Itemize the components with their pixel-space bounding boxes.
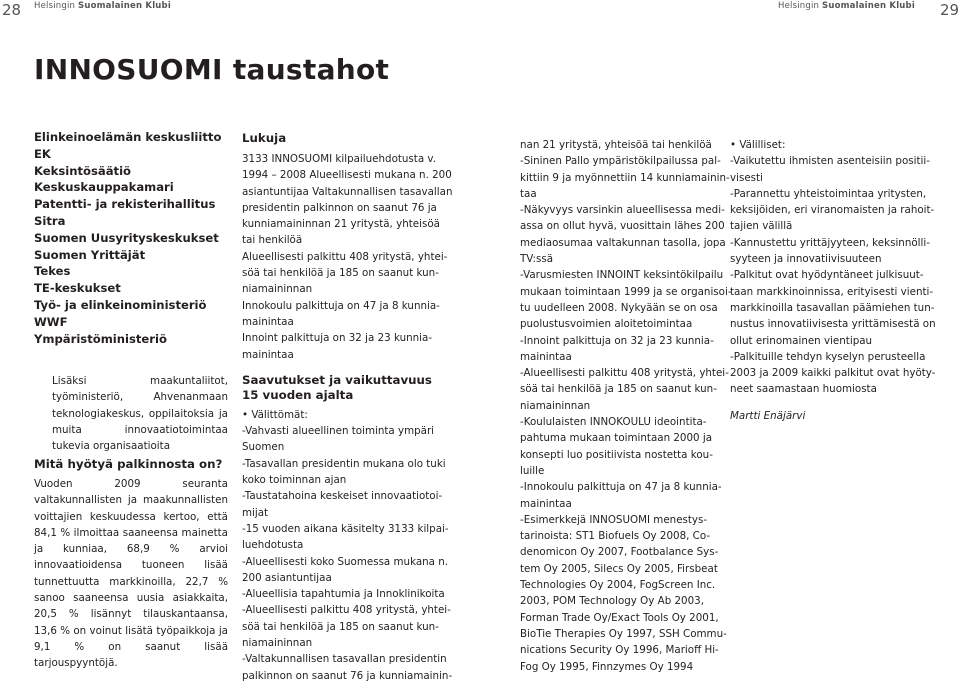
benefit-text: Vuoden 2009 seuranta valtakunnallisten ja maakunnallisten voittajien keskuudessa kertoo, että 84,1 % ilmoittaa saaneensa mainetta ja kunniaa, 68,9 % arvioi innovaatioidensa tuoneen lisää tunnettuutta markkinoilla, 22,7 % sanoo saaneensa uusia asiakkaita, 20,5 % lisännyt tilauskantaansa, 13,6 % on voinut lisätä työpaikkoja ja 9,1 % on saanut lisää tarjouspyyntöjä.: [34, 478, 228, 670]
saavutukset-heading-line-1: Saavutukset ja vaikuttavuus: [242, 372, 432, 387]
text-line: Suomen: [242, 441, 285, 454]
benefit-heading: Mitä hyötyä palkinnosta on?: [34, 457, 223, 471]
text-line: 1994 – 2008 Alueellisesti mukana n. 200: [242, 169, 452, 182]
text-line: mediaosumaa valtakunnan tasolla, jopa: [520, 236, 726, 249]
text-line: -Kannustettu yrittäjyyteen, keksinnölli-: [730, 236, 930, 249]
club-name-light: Helsingin: [778, 1, 820, 11]
text-line: 200 asiantuntijaa: [242, 571, 332, 584]
text-line: 2003 ja 2009 kaikki palkitut ovat hyöty-: [730, 367, 936, 380]
text-line: niamaininnan: [242, 637, 313, 650]
text-line: markkinoilla tasavallan päämiehen tun-: [730, 301, 935, 314]
text-line: mainintaa: [520, 497, 572, 510]
text-line: luille: [520, 464, 545, 477]
text-line: koko toiminnan ajan: [242, 474, 347, 487]
organization-item: Patentti- ja rekisterihallitus: [34, 197, 216, 212]
text-line: -Vahvasti alueellinen toiminta ympäri: [242, 425, 435, 438]
text-line: niamaininnan: [242, 283, 313, 296]
text-line: presidentin palkinnon on saanut 76 ja: [242, 201, 437, 214]
page-title: INNOSUOMI taustahot: [34, 53, 390, 86]
author-signature: Martti Enäjärvi: [730, 409, 806, 422]
running-header-left: [34, 1, 171, 11]
text-line: BioTie Therapies Oy 1997, SSH Commu-: [520, 627, 727, 640]
text-line: -Innoint palkittuja on 32 ja 23 kunnia-: [520, 334, 714, 347]
text-line: tai henkilöä: [242, 234, 303, 247]
text-line: konsepti luo positiivista nostetta kou-: [520, 448, 713, 461]
text-line: mukaan toimintaan 1999 ja se organisoi-: [520, 285, 732, 298]
club-name-light: Helsingin: [34, 1, 76, 11]
text-line: Innokoulu palkittuja on 47 ja 8 kunnia-: [242, 299, 440, 312]
text-line: -Alueellisesti palkittu 408 yritystä, yhtei-: [242, 604, 451, 617]
page-number-right: 29: [940, 1, 960, 19]
lukuja-text: [242, 151, 453, 363]
text-line: taa: [520, 187, 537, 200]
text-line: -Innokoulu palkittuja on 47 ja 8 kunnia-: [520, 481, 722, 494]
club-name-bold: Suomalainen Klubi: [78, 1, 171, 11]
text-line: -Valtakunnallisen tasavallan presidentin: [242, 653, 447, 666]
text-line: 3133 INNOSUOMI kilpailuehdotusta v.: [242, 153, 436, 165]
text-line: tem Oy 2005, Silecs Oy 2005, Firsbeat: [520, 562, 718, 575]
club-name-bold: Suomalainen Klubi: [822, 1, 915, 11]
running-header-right: [778, 1, 915, 11]
text-line: söä tai henkilöä ja 185 on saanut kun-: [520, 383, 717, 396]
saavutukset-heading-line-2: 15 vuoden ajalta: [242, 387, 354, 402]
text-line: Alueellisesti palkittu 408 yritystä, yhtei-: [242, 250, 448, 263]
text-line: neet saamastaan huomiosta: [730, 383, 877, 396]
text-line: -Taustatahoina keskeiset innovaatiotoi-: [242, 490, 443, 503]
text-line: tarinoista: ST1 Biofuels Oy 2008, Co-: [520, 530, 711, 543]
text-line: -Alueellisesti koko Suomessa mukana n.: [242, 555, 449, 568]
text-line: -Alueellisesti palkittu 408 yritystä, yhtei-: [520, 367, 729, 380]
text-line: kittiin 9 ja myönnettiin 14 kunniamainin-: [520, 171, 730, 184]
indirect-effects-text: [730, 137, 936, 398]
text-line: -Tasavallan presidentin mukana olo tuki: [242, 457, 446, 470]
organization-item: Sitra: [34, 213, 66, 228]
text-line: Fog Oy 1995, Finnzymes Oy 1994: [520, 660, 694, 673]
text-line: tajien välillä: [730, 220, 793, 233]
text-line: kunniamaininnan 21 yritystä, yhteisöä: [242, 218, 440, 231]
indirect-effects-column: [730, 137, 936, 422]
text-line: visesti: [730, 171, 763, 184]
text-line: -15 vuoden aikana käsitelty 3133 kilpai-: [242, 522, 449, 535]
organization-item: Keskuskauppakamari: [34, 180, 174, 195]
text-line: syyteen ja innovatiivisuuteen: [730, 253, 882, 266]
text-line: -Parannettu yhteistoimintaa yritysten,: [730, 187, 927, 200]
organization-item: Suomen Yrittäjät: [34, 247, 146, 262]
text-line: assa on ollut hyvä, vuosittain lähes 200: [520, 220, 725, 233]
text-line: ollut erinomainen vientipau: [730, 334, 873, 347]
text-line: Innoint palkittuja on 32 ja 23 kunnia-: [242, 332, 433, 345]
text-line: -Sininen Pallo ympäristökilpailussa pal-: [520, 155, 721, 168]
text-line: niamaininnan: [520, 399, 591, 412]
text-line: -Alueellisia tapahtumia ja Innoklinikoita: [242, 588, 445, 601]
text-line: -Vaikutettu ihmisten asenteisiin positii-: [730, 155, 930, 168]
text-line: mainintaa: [520, 350, 572, 363]
organization-item: WWF: [34, 314, 68, 329]
text-line: -Esimerkkejä INNOSUOMI menestys-: [520, 513, 708, 526]
text-line: denomicon Oy 2007, Footbalance Sys-: [520, 546, 719, 559]
text-line: palkinnon on saanut 76 ja kunniamainin-: [242, 669, 453, 682]
text-line: taan markkinoinnissa, erityisesti vienti-: [730, 285, 934, 298]
text-line: • Välilliset:: [730, 139, 786, 151]
text-line: keksijöiden, eri viranomaisten ja rahoit-: [730, 204, 935, 217]
lukuja-column: [242, 131, 453, 684]
text-line: tu uudelleen 2008. Nykyään se on osa: [520, 301, 718, 314]
organization-item: TE-keskukset: [34, 281, 121, 296]
text-line: nustus innovatiivisesta yrittämisestä on: [730, 318, 936, 331]
page-number-left: 28: [2, 1, 22, 19]
text-line: söä tai henkilöä ja 185 on saanut kun-: [242, 267, 439, 280]
text-line: Forman Trade Oy/Exact Tools Oy 2001,: [520, 611, 719, 624]
organization-item: Työ- ja elinkeinoministeriö: [34, 297, 207, 312]
text-line: -Palkituille tehdyn kyselyn perusteella: [730, 350, 926, 363]
text-line: söä tai henkilöä ja 185 on saanut kun-: [242, 620, 439, 633]
text-line: mainintaa: [242, 315, 294, 328]
text-line: mainintaa: [242, 348, 294, 361]
text-line: 2003, POM Technology Oy Ab 2003,: [520, 595, 704, 608]
organization-item: Tekes: [34, 264, 71, 279]
text-line: luehdotusta: [242, 539, 304, 552]
text-line: Technologies Oy 2004, FogScreen Inc.: [520, 579, 716, 592]
organization-item: Ympäristöministeriö: [34, 331, 167, 346]
additional-organizations-text: Lisäksi maakuntaliitot, työministeriö, Ahvenanmaan teknologiakeskus, oppilaitoksia ja muita innovaatiotoimintaa tukevia organisaatioita: [52, 375, 228, 453]
text-line: TV:ssä: [520, 253, 554, 266]
text-line: -Näkyvyys varsinkin alueellisessa medi-: [520, 204, 725, 217]
text-line: nan 21 yritystä, yhteisöä tai henkilöä: [520, 139, 712, 151]
text-line: -Varusmiesten INNOINT keksintökilpailu: [520, 269, 724, 282]
organization-item: Elinkeinoelämän keskusliitto EK: [34, 130, 222, 161]
text-line: • Välittömät:: [242, 408, 308, 421]
text-line: asiantuntijaa Valtakunnallisen tasavallan: [242, 185, 453, 198]
text-line: mijat: [242, 506, 269, 519]
text-line: -Palkitut ovat hyödyntäneet julkisuut-: [730, 269, 924, 282]
saavutukset-heading: [242, 373, 442, 403]
text-line: pahtuma mukaan toimintaan 2000 ja: [520, 432, 713, 445]
text-line: puolustusvoimien aloitetoimintaa: [520, 318, 693, 331]
achievements-continued-text: [520, 137, 732, 675]
organization-item: Keksintösäätiö: [34, 163, 132, 178]
saavutukset-immediate-text: [242, 407, 453, 684]
lukuja-heading: Lukuja: [242, 131, 287, 145]
organization-item: Suomen Uusyrityskeskukset: [34, 230, 219, 245]
organization-list: [34, 129, 234, 347]
text-line: -Koululaisten INNOKOULU ideointita-: [520, 416, 707, 429]
text-line: nications Security Oy 1996, Marioff Hi-: [520, 644, 719, 657]
